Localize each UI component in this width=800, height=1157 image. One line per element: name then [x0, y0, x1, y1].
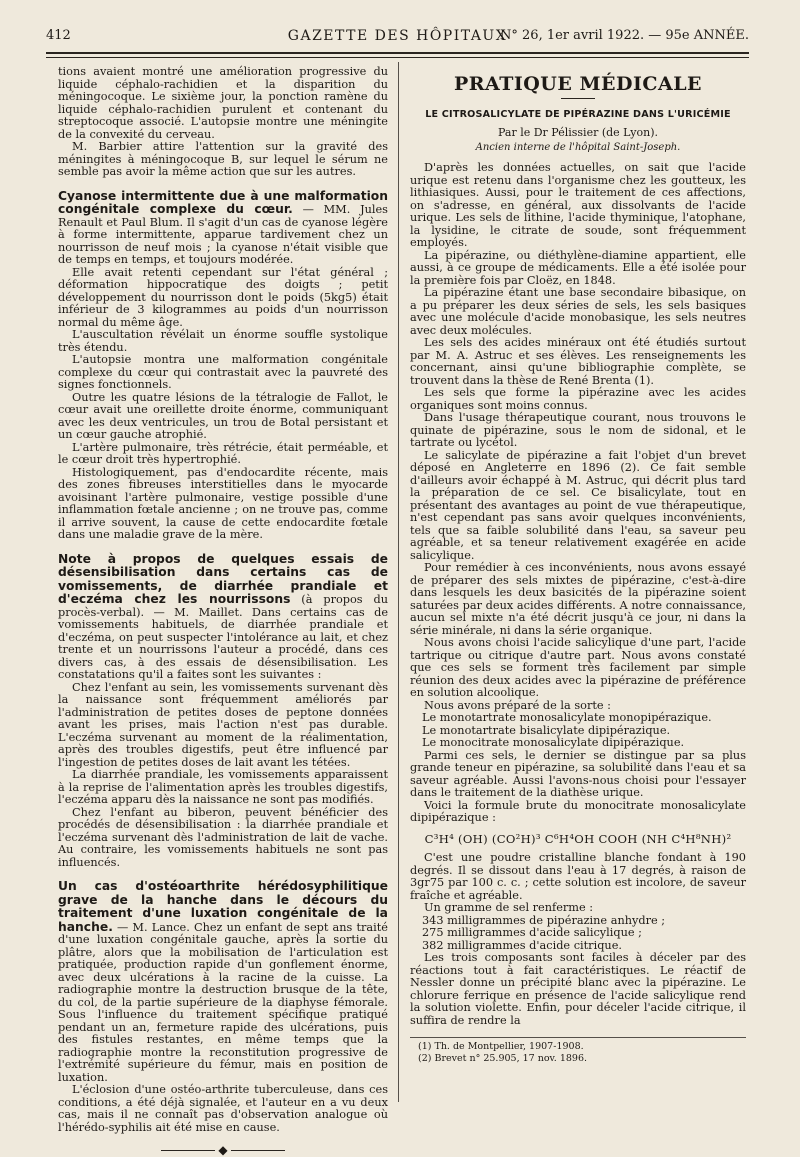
salt-item: Le monotartrate bisalicylate dipipérazique. [422, 723, 671, 737]
salt-item: Le monotartrate monosalicylate monopipérazique. [422, 711, 712, 724]
header-rule-thick [46, 52, 749, 54]
paragraph: C'est une poudre cristalline blanche fondant à 190 degrés. Il se dissout dans l'eau à 17 degrés, à raison de 3gr75 par 100 c. c. ; cette solution est incolore, de saveur fraîche et agréable. [410, 851, 746, 902]
page-number: 412 [46, 28, 71, 43]
paragraph: L'autopsie montra une malformation congénitale complexe du cœur qui contrastait avec la pauvreté des signes fonctionnels. [58, 353, 388, 391]
paragraph: La diarrhée prandiale, les vomissements apparaissent à la reprise de l'alimentation après les troubles digestifs, l'eczéma apparu dès la naissance ne sont pas modifiés. [58, 768, 388, 806]
composition-item: 275 milligrammes d'acide salicylique ; [422, 926, 642, 939]
paragraph: L'éclosion d'une ostéo-arthrite tuberculeuse, dans ces conditions, a été déjà signalée, et l'auteur en a vu deux cas, mais il ne connaît pas d'observation analogue où l'hérédo-syphilis ait été mise en cause. [58, 1083, 388, 1134]
section-lead: (à propos du procès-verbal). — M. Maillet. Dans certains cas de vomissements habituels, de diarrhée prandiale et d'eczéma, on peut suspecter l'intolérance au lait, et chez trente et un nourrissons l'auteur a procédé, dans ces divers cas, à des essais de désensibilisation. Les constatations qu'il a faites sont les suivantes : [58, 593, 388, 681]
rubric-title: PRATIQUE MÉDICALE [453, 73, 703, 95]
paragraph: Les trois composants sont faciles à déceler par des réactions tout à fait caractéristiques. Le réactif de Nessler donne un précipité blanc avec la pipérazine. Le chlorure ferrique en présence de l'acide salicylique rend la solution violette. Enfin, pour déceler l'acide citrique, il suffira de rendre la [410, 951, 746, 1027]
issue-info: N° 26, 1er avril 1922. — 95e ANNÉE. [500, 28, 749, 43]
paragraph: L'artère pulmonaire, très rétrécie, était perméable, et le cœur droit très hypertrophié. [58, 440, 388, 466]
paragraph: Les sels des acides minéraux ont été étudiés surtout par M. A. Astruc et ses élèves. Les renseignements les concernant, ainsi qu'une bibliographie complète, se trouvent dans la thèse de René Brenta (1). [410, 336, 746, 387]
chemical-formula: C³H⁴ (OH) (CO²H)³ C⁶H⁴OH COOH (NH C⁴H⁸NH)² [424, 831, 732, 846]
left-column [58, 66, 388, 1157]
section-title: Un cas d'ostéoarthrite hérédosyphilitique grave de la hanche dans le décours du traitement d'une luxation congénitale de la hanche. [58, 879, 388, 934]
section-paragraph [58, 553, 388, 682]
section-lead: — M. Lance. Chez un enfant de sept ans traité d'une luxation congénitale gauche, après la sortie du plâtre, alors que la mobilisation de l'articulation est pratiquée, production rapide d'un gonflement énorme, avec deux ulcérations à la racine de la cuisse. La radiographie montre la destruction brusque de la tête, du col, de la partie supérieure de la diaphyse fémorale. Sous l'influence du traitement spécifique pratiqué pendant un an, fermeture rapide des ulcérations, puis des fistules restantes, en même temps que la radiographie montre la reconstitution progressive de l'extrémité supérieure du fémur, mais en position de luxation. [58, 920, 388, 1084]
paragraph: La pipérazine étant une base secondaire bibasique, on a pu préparer les deux séries de sels, les sels basiques avec une molécule d'acide monobasique, les sels neutres avec deux molécules. [410, 286, 746, 337]
composition-item: 382 milligrammes d'acide citrique. [422, 938, 622, 952]
paragraph: M. Barbier attire l'attention sur la gravité des méningites à méningocoque B, sur lequel le sérum ne semble pas avoir la même action que sur les autres. [58, 140, 388, 178]
paragraph: Histologiquement, pas d'endocardite récente, mais des zones fibreuses interstitielles dans le myocarde avoisinant l'artère pulmonaire, vestige possible d'une inflammation fœtale ancienne ; on ne trouve pas, comme il arrive souvent, la cause de cette endocardite fœtale dans une maladie grave de la mère. [58, 465, 388, 541]
article-title: LE CITROSALICYLATE DE PIPÉRAZINE DANS L'URICÉMIE [425, 108, 731, 120]
section-title: Cyanose intermittente due à une malformation congénitale complexe du cœur. [58, 188, 388, 216]
paragraph: Dans l'usage thérapeutique courant, nous trouvons le quinate de pipérazine, sous le nom de sidonal, et le tartrate ou lycétol. [410, 411, 746, 449]
section-osteoarthrite [58, 880, 388, 1134]
paragraph: D'après les données actuelles, on sait que l'acide urique est retenu dans l'organisme chez les goutteux, les lithiasiques. Aussi, pour le traitement de ces affections, on s'adresse, en général, aux dissolvants de l'acide urique. Les sels de lithine, l'acide thyminique, l'atophane, la lysidine, le citrate de soude, sont fréquemment employés. [410, 161, 746, 249]
composition-item: 343 milligrammes de pipérazine anhydre ; [422, 913, 666, 927]
title-rule [561, 98, 595, 99]
paragraph: Chez l'enfant au biberon, peuvent bénéficier des procédés de désensibilisation : la diarrhée prandiale et l'eczéma survenant dès l'administration de lait de vache. Au contraire, les vomissements habituels ne sont pas influencés. [58, 805, 388, 869]
paragraph: tions avaient montré une amélioration progressive du liquide céphalo-rachidien et la disparition du méningocoque. Le sixième jour, la ponction ramène du liquide céphalo-rachidien purulent et contenant du streptocoque associé. L'autopsie montre une méningite de la convexité du cerveau. [58, 65, 388, 141]
affiliation: Ancien interne de l'hôpital Saint-Joseph. [475, 141, 681, 153]
footnote-rule [410, 1037, 746, 1038]
paragraph: Chez l'enfant au sein, les vomissements survenant dès la naissance sont fréquemment améliorés par l'administration de petites doses de peptone données avant les prises, mais l'action n'est pas durable. L'eczéma survenant au moment de la réalimentation, après des troubles digestifs, peut être influencé par l'ingestion de petites doses de lait avant les tétées. [58, 680, 388, 769]
column-divider [398, 62, 399, 1102]
right-column [410, 66, 746, 1064]
section-paragraph [58, 190, 388, 267]
paragraph: Nous avons choisi l'acide salicylique d'une part, l'acide tartrique ou citrique d'autre part. Nous avons constaté que ces sels se forment très facilement par simple réunion des deux acides avec la pipérazine de préférence en solution alcoolique. [410, 636, 746, 699]
section-paragraph [58, 880, 388, 1084]
paragraph: Elle avait retenti cependant sur l'état général ; déformation hippocratique des doigts ; petit développement du nourrisson dont le poids (5kg5) était inférieur de 3 kilogrammes au poids d'un nourrisson normal du même âge. [58, 265, 388, 329]
footnote: (2) Brevet n° 25.905, 17 nov. 1896. [418, 1052, 588, 1064]
paragraph: Voici la formule brute du monocitrate monosalicylate dipipérazique : [410, 798, 746, 824]
paragraph: L'auscultation révélait un énorme souffle systolique très étendu. [58, 328, 388, 354]
section-title: Note à propos de quelques essais de désensibilisation dans certains cas de vomissements, de diarrhée prandiale et d'eczéma chez les nourrissons [58, 551, 388, 606]
paragraph: Outre les quatre lésions de la tétralogie de Fallot, le cœur avait une oreillette droite énorme, communiquant avec les deux ventricules, un trou de Botal persistant et un cœur gauche atrophié. [58, 390, 388, 441]
section-lead: — MM. Jules Renault et Paul Blum. Il s'agit d'un cas de cyanose légère à forme intermittente, apparue tardivement chez un nourrisson de neuf mois ; la cyanose n'était visible que de temps en temps, et toujours modérée. [58, 203, 388, 266]
salt-item: Le monocitrate monosalicylate dipipérazique. [422, 736, 685, 749]
paragraph: Parmi ces sels, le dernier se distingue par sa plus grande teneur en pipérazine, sa solubilité dans l'eau et sa saveur agréable. Aussi l'avons-nous choisi pour l'essayer dans le traitement de la diathèse urique. [410, 748, 746, 799]
footnote: (1) Th. de Montpellier, 1907-1908. [418, 1041, 584, 1052]
end-ornament: ◆ [58, 1144, 388, 1157]
section-desensibilisation [58, 553, 388, 870]
paragraph: Le salicylate de pipérazine a fait l'objet d'un brevet déposé en Angleterre en 1896 (2). Ce fait semble d'ailleurs avoir échappé à M. Astruc, qui décrit plus tard la préparation de ce sel. Ce bisalicylate, tout en présentant des avantages au point de vue thérapeutique, n'est cependant pas sans avoir quelques inconvénients, tels que sa faible solubilité dans l'eau, sa saveur peu agréable, et sa teneur relativement exagérée en acide salicylique. [410, 448, 746, 562]
paragraph: La pipérazine, ou diéthylène-diamine appartient, elle aussi, à ce groupe de médicaments. Elle a été isolée pour la première fois par Cloëz, en 1848. [410, 248, 746, 287]
section-cyanose [58, 190, 388, 542]
byline: Par le Dr Pélissier (de Lyon). [497, 126, 658, 139]
paragraph: Les sels que forme la pipérazine avec les acides organiques sont moins connus. [410, 386, 746, 412]
paragraph: Un gramme de sel renferme : [424, 901, 594, 914]
paragraph: Nous avons préparé de la sorte : [424, 698, 611, 712]
page-header [46, 26, 749, 46]
journal-title: GAZETTE DES HÔPITAUX [287, 28, 508, 44]
paragraph: Pour remédier à ces inconvénients, nous avons essayé de préparer des sels mixtes de pipérazine, c'est-à-dire dans lesquels les deux basicités de la pipérazine soient saturées par deux acides différents. A notre connaissance, aucun sel mixte n'a été décrit jusqu'à ce jour, ni dans la série minérale, ni dans la série organique. [410, 561, 746, 637]
header-rule-thin [46, 57, 749, 58]
